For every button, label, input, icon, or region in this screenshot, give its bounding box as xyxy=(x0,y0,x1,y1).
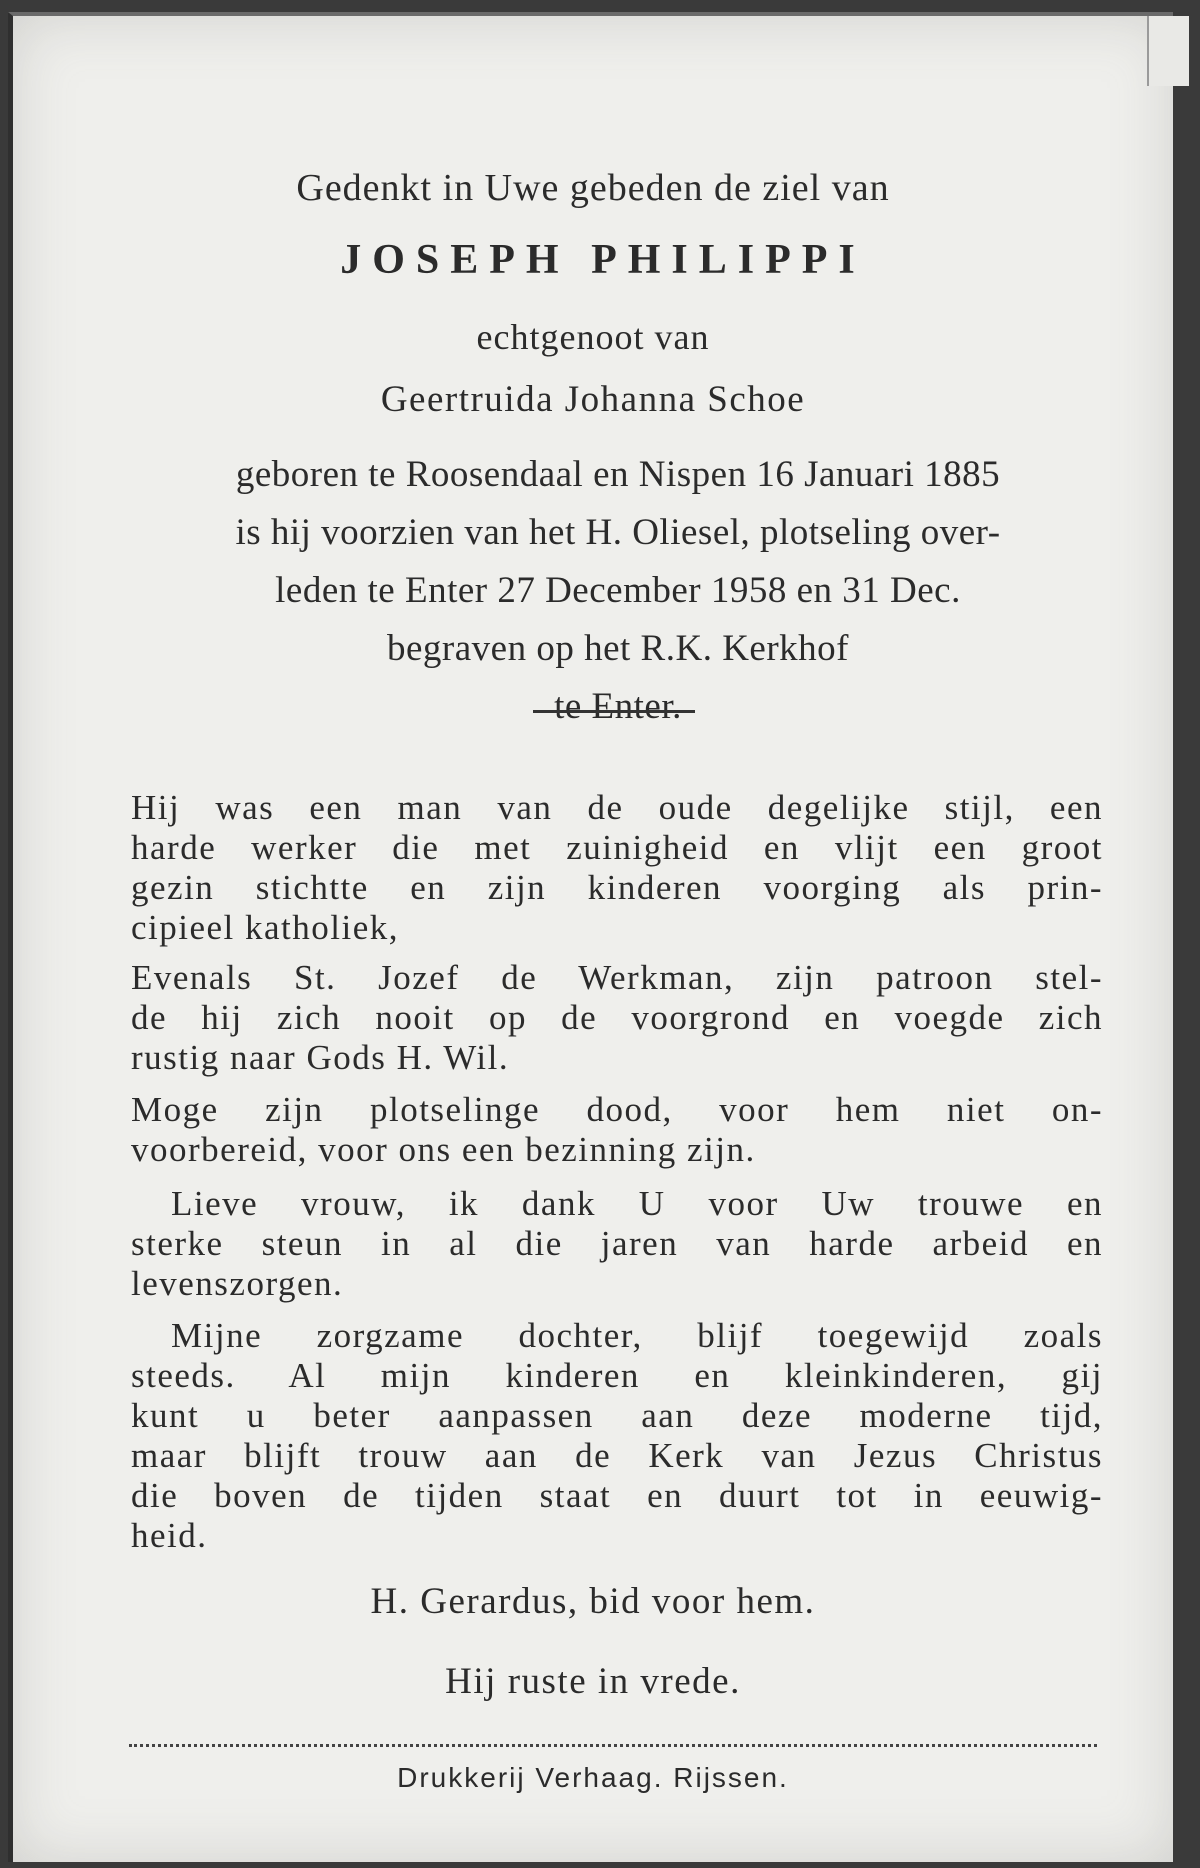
spouse-label: echtgenoot van xyxy=(476,317,710,357)
divider-dotted xyxy=(129,1744,1097,1747)
bio-line: geboren te Roosendaal en Nispen 16 Januari 1885 xyxy=(235,454,1001,495)
memorial-card xyxy=(8,12,1173,1862)
text-line: heid. xyxy=(131,1516,208,1555)
bio-line: is hij voorzien van het H. Oliesel, plotseling over- xyxy=(235,512,1001,553)
text-line: maar blijft trouw aan de Kerk van Jezus Christus xyxy=(131,1436,1103,1475)
deceased-name: JOSEPH PHILIPPI xyxy=(340,237,866,283)
biography xyxy=(133,446,1103,736)
bio-line: begraven op het R.K. Kerkhof xyxy=(387,628,849,669)
bio-line: leden te Enter 27 December 1958 en 31 Dec. xyxy=(275,570,961,611)
text-line: de hij zich nooit op de voorgrond en voegde zich xyxy=(131,998,1103,1037)
text-line: rustig naar Gods H. Wil. xyxy=(131,1038,510,1077)
spouse-name: Geertruida Johanna Schoe xyxy=(380,379,806,420)
text-line: Lieve vrouw, ik dank U voor Uw trouwe en xyxy=(171,1184,1103,1223)
intro-text: Gedenkt in Uwe gebeden de ziel van xyxy=(296,167,890,209)
text-line: Hij was een man van de oude degelijke stijl, een xyxy=(131,788,1103,827)
text-line: gezin stichtte en zijn kinderen voorging als prin- xyxy=(131,868,1103,907)
text-line: die boven de tijden staat en duurt tot in eeuwig- xyxy=(131,1476,1103,1515)
text-line: Mijne zorgzame dochter, blijf toegewijd zoals xyxy=(171,1316,1103,1355)
paragraph-wife xyxy=(131,1184,1103,1304)
text-line: kunt u beter aanpassen aan deze moderne tijd, xyxy=(131,1396,1103,1435)
paragraph-children xyxy=(131,1316,1103,1556)
text-line: harde werker die met zuinigheid en vlijt een groot xyxy=(131,828,1103,867)
rest-in-peace-line: Hij ruste in vrede. xyxy=(445,1661,741,1702)
paragraph-death xyxy=(131,1090,1103,1170)
text-line: cipieel katholiek, xyxy=(131,908,400,947)
divider-short xyxy=(533,710,695,713)
paragraph-patron xyxy=(131,958,1103,1078)
printer-credit: Drukkerij Verhaag. Rijssen. xyxy=(397,1762,789,1793)
text-line: Moge zijn plotselinge dood, voor hem niet on- xyxy=(131,1090,1103,1129)
bio-line: te Enter. xyxy=(554,686,682,727)
text-line: sterke steun in al die jaren van harde arbeid en xyxy=(131,1224,1103,1263)
text-line: levenszorgen. xyxy=(131,1264,344,1303)
prayer-line: H. Gerardus, bid voor hem. xyxy=(370,1581,816,1622)
text-line: voorbereid, voor ons een bezinning zijn. xyxy=(131,1130,756,1169)
paragraph-character xyxy=(131,788,1103,948)
text-line: Evenals St. Jozef de Werkman, zijn patroon stel- xyxy=(131,958,1103,997)
text-line: steeds. Al mijn kinderen en kleinkinderen, gij xyxy=(131,1356,1103,1395)
card-edge-tab xyxy=(1147,16,1189,86)
